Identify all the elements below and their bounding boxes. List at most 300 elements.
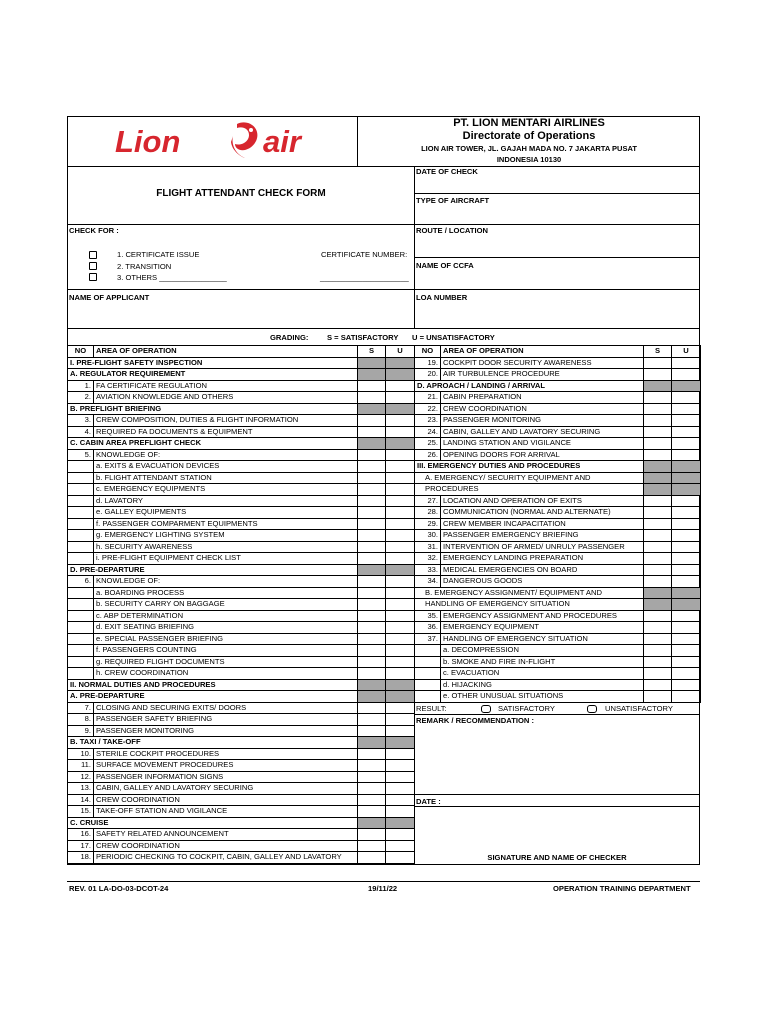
result-satisfactory: SATISFACTORY: [498, 704, 555, 713]
unsatisfactory-cell[interactable]: [672, 622, 701, 634]
satisfactory-cell[interactable]: [358, 702, 386, 714]
unsatisfactory-cell[interactable]: [672, 679, 701, 691]
unsatisfactory-cell[interactable]: [386, 472, 415, 484]
footer-date: 19/11/22: [368, 884, 398, 893]
satisfactory-checkbox[interactable]: [481, 705, 491, 713]
unsatisfactory-cell[interactable]: [386, 449, 415, 461]
footer-revision: REV. 01 LA-DO-03-DCOT-24: [69, 884, 169, 893]
table-row: [415, 518, 701, 530]
row-number: 26.: [415, 449, 441, 461]
row-area: A. REGULATOR REQUIREMENT: [68, 369, 358, 381]
row-area: g. EMERGENCY LIGHTING SYSTEM: [94, 530, 358, 542]
table-row: [415, 530, 701, 542]
unsatisfactory-cell[interactable]: [386, 461, 415, 473]
row-area: DANGEROUS GOODS: [441, 576, 644, 588]
row-number: [68, 668, 94, 680]
row-number: 13.: [68, 783, 94, 795]
unsatisfactory-cell[interactable]: [672, 553, 701, 565]
remark-label: REMARK / RECOMMENDATION :: [416, 716, 534, 725]
table-row: [415, 484, 701, 496]
unsatisfactory-cell[interactable]: [672, 495, 701, 507]
row-area: EMERGENCY LANDING PREPARATION: [441, 553, 644, 565]
row-area: OPENING DOORS FOR ARRIVAL: [441, 449, 644, 461]
unsatisfactory-cell[interactable]: [386, 553, 415, 565]
satisfactory-cell[interactable]: [358, 725, 386, 737]
unsatisfactory-cell[interactable]: [386, 622, 415, 634]
col-s-header: S: [358, 346, 386, 358]
table-row: [415, 679, 701, 691]
row-number: 27.: [415, 495, 441, 507]
row-number: 28.: [415, 507, 441, 519]
unsatisfactory-cell[interactable]: [672, 633, 701, 645]
unsatisfactory-cell: [386, 438, 415, 450]
satisfactory-cell[interactable]: [358, 461, 386, 473]
satisfactory-cell: [358, 679, 386, 691]
row-area: g. REQUIRED FLIGHT DOCUMENTS: [94, 656, 358, 668]
table-row: [68, 564, 415, 576]
table-row: [68, 392, 415, 404]
table-row: [415, 564, 701, 576]
svg-text:Lion: Lion: [115, 124, 181, 159]
satisfactory-cell[interactable]: [358, 714, 386, 726]
satisfactory-cell[interactable]: [358, 507, 386, 519]
table-row: [68, 633, 415, 645]
table-row: [68, 725, 415, 737]
unsatisfactory-cell[interactable]: [386, 484, 415, 496]
row-number: [68, 656, 94, 668]
col-area-header: AREA OF OPERATION: [441, 346, 644, 358]
row-number: 8.: [68, 714, 94, 726]
table-row: [68, 771, 415, 783]
satisfactory-cell[interactable]: [358, 748, 386, 760]
unsatisfactory-cell[interactable]: [386, 771, 415, 783]
row-number: 37.: [415, 633, 441, 645]
satisfactory-cell[interactable]: [358, 771, 386, 783]
unsatisfactory-cell[interactable]: [386, 507, 415, 519]
satisfactory-cell[interactable]: [644, 518, 672, 530]
satisfactory-cell[interactable]: [358, 553, 386, 565]
unsatisfactory-cell: [386, 737, 415, 749]
row-area: A. PRE-DEPARTURE: [68, 691, 358, 703]
row-area: A. EMERGENCY/ SECURITY EQUIPMENT AND: [415, 472, 644, 484]
unsatisfactory-cell[interactable]: [386, 530, 415, 542]
table-row: [415, 472, 701, 484]
row-area: C. CRUISE: [68, 817, 358, 829]
address-line-2: INDONESIA 10130: [496, 155, 562, 164]
satisfactory-cell: [644, 461, 672, 473]
row-area: f. PASSENGERS COUNTING: [94, 645, 358, 657]
satisfactory-cell[interactable]: [644, 564, 672, 576]
satisfactory-cell: [358, 438, 386, 450]
table-row: [415, 691, 701, 703]
table-row: [68, 380, 415, 392]
row-area: d. LAVATORY: [94, 495, 358, 507]
row-area: i. PRE-FLIGHT EQUIPMENT CHECK LIST: [94, 553, 358, 565]
unsatisfactory-cell: [672, 587, 701, 599]
satisfactory-cell[interactable]: [358, 576, 386, 588]
unsatisfactory-cell[interactable]: [672, 357, 701, 369]
unsatisfactory-cell[interactable]: [672, 507, 701, 519]
unsatisfactory-cell[interactable]: [672, 668, 701, 680]
table-row: [415, 541, 701, 553]
table-row: [415, 380, 701, 392]
satisfactory-cell[interactable]: [358, 783, 386, 795]
unsatisfactory-cell[interactable]: [386, 576, 415, 588]
row-area: e. GALLEY EQUIPMENTS: [94, 507, 358, 519]
unsatisfactory-cell[interactable]: [386, 645, 415, 657]
satisfactory-cell[interactable]: [358, 587, 386, 599]
svg-text:air: air: [263, 124, 301, 159]
unsatisfactory-cell[interactable]: [672, 530, 701, 542]
table-row: [68, 794, 415, 806]
satisfactory-cell[interactable]: [358, 610, 386, 622]
table-row: [68, 438, 415, 450]
unsatisfactory-cell[interactable]: [672, 564, 701, 576]
table-row: [68, 507, 415, 519]
unsatisfactory-cell[interactable]: [386, 541, 415, 553]
satisfactory-cell[interactable]: [358, 806, 386, 818]
row-area: e. OTHER UNUSUAL SITUATIONS: [441, 691, 644, 703]
satisfactory-cell[interactable]: [644, 668, 672, 680]
row-number: 35.: [415, 610, 441, 622]
satisfactory-cell: [644, 380, 672, 392]
row-area: KNOWLEDGE OF:: [94, 449, 358, 461]
satisfactory-cell[interactable]: [358, 794, 386, 806]
unsatisfactory-cell[interactable]: [386, 633, 415, 645]
row-area: STERILE COCKPIT PROCEDURES: [94, 748, 358, 760]
row-number: [68, 633, 94, 645]
row-number: 5.: [68, 449, 94, 461]
row-number: [68, 495, 94, 507]
col-area-header: AREA OF OPERATION: [94, 346, 358, 358]
table-row: [68, 817, 415, 829]
unsatisfactory-cell[interactable]: [386, 806, 415, 818]
table-row: [68, 783, 415, 795]
lion-air-logo-icon: [113, 116, 343, 168]
date-label: DATE :: [416, 797, 441, 806]
row-area: HANDLING OF EMERGENCY SITUATION: [441, 633, 644, 645]
unsatisfactory-cell[interactable]: [386, 748, 415, 760]
satisfactory-cell[interactable]: [358, 541, 386, 553]
row-number: 24.: [415, 426, 441, 438]
others-checkbox[interactable]: [89, 273, 97, 281]
satisfactory-cell[interactable]: [644, 392, 672, 404]
unsatisfactory-cell[interactable]: [386, 656, 415, 668]
row-number: [68, 587, 94, 599]
row-area: a. EXITS & EVACUATION DEVICES: [94, 461, 358, 473]
row-number: [68, 507, 94, 519]
satisfactory-cell[interactable]: [358, 518, 386, 530]
satisfactory-cell[interactable]: [358, 656, 386, 668]
satisfactory-cell[interactable]: [644, 576, 672, 588]
satisfactory-cell[interactable]: [644, 415, 672, 427]
satisfactory-cell[interactable]: [358, 760, 386, 772]
satisfactory-cell[interactable]: [644, 622, 672, 634]
table-row: [415, 438, 701, 450]
row-area: B. TAXI / TAKE-OFF: [68, 737, 358, 749]
satisfactory-cell[interactable]: [358, 484, 386, 496]
row-area: h. SECURITY AWARENESS: [94, 541, 358, 553]
unsatisfactory-cell[interactable]: [386, 495, 415, 507]
table-row: [68, 610, 415, 622]
row-area: INTERVENTION OF ARMED/ UNRULY PASSENGER: [441, 541, 644, 553]
table-row: [68, 518, 415, 530]
row-number: [415, 656, 441, 668]
table-row: [415, 553, 701, 565]
unsatisfactory-checkbox[interactable]: [587, 705, 597, 713]
table-row: [68, 714, 415, 726]
unsatisfactory-cell[interactable]: [386, 725, 415, 737]
table-row: [415, 426, 701, 438]
satisfactory-cell[interactable]: [358, 449, 386, 461]
table-row: [68, 645, 415, 657]
certificate-number-label: CERTIFICATE NUMBER:: [321, 250, 408, 259]
row-area: CREW COMPOSITION, DUTIES & FLIGHT INFORMATION: [94, 415, 358, 427]
row-number: [415, 668, 441, 680]
form-title: FLIGHT ATTENDANT CHECK FORM: [156, 188, 326, 199]
row-number: 36.: [415, 622, 441, 634]
unsatisfactory-cell[interactable]: [386, 714, 415, 726]
row-area: I. PRE-FLIGHT SAFETY INSPECTION: [68, 357, 358, 369]
unsatisfactory-cell[interactable]: [672, 403, 701, 415]
unsatisfactory-cell[interactable]: [386, 852, 415, 864]
unsatisfactory-cell[interactable]: [386, 380, 415, 392]
unsatisfactory-cell[interactable]: [386, 668, 415, 680]
unsatisfactory-cell[interactable]: [672, 576, 701, 588]
satisfactory-cell[interactable]: [644, 495, 672, 507]
satisfactory-cell[interactable]: [644, 530, 672, 542]
row-number: 30.: [415, 530, 441, 542]
unsatisfactory-cell[interactable]: [672, 438, 701, 450]
row-number: 7.: [68, 702, 94, 714]
satisfactory-cell[interactable]: [358, 668, 386, 680]
satisfactory-cell[interactable]: [358, 645, 386, 657]
row-number: 34.: [415, 576, 441, 588]
row-area: PASSENGER EMERGENCY BRIEFING: [441, 530, 644, 542]
unsatisfactory-cell[interactable]: [672, 645, 701, 657]
row-area: CABIN PREPARATION: [441, 392, 644, 404]
row-number: 20.: [415, 369, 441, 381]
satisfactory-cell[interactable]: [644, 357, 672, 369]
unsatisfactory-cell[interactable]: [386, 599, 415, 611]
option-others[interactable]: 3. OTHERS ________________: [117, 273, 227, 282]
result-block: [414, 702, 700, 865]
row-number: [68, 645, 94, 657]
row-number: [68, 484, 94, 496]
table-row: [68, 806, 415, 818]
certificate-number-field[interactable]: _____________________: [320, 273, 409, 282]
row-number: 4.: [68, 426, 94, 438]
row-area: CREW COORDINATION: [94, 840, 358, 852]
table-row: [68, 449, 415, 461]
table-row: [68, 852, 415, 864]
satisfactory-cell[interactable]: [644, 553, 672, 565]
check-for-label: CHECK FOR :: [69, 226, 119, 235]
table-row: [415, 668, 701, 680]
satisfactory-cell[interactable]: [644, 541, 672, 553]
unsatisfactory-cell: [672, 599, 701, 611]
satisfactory-cell[interactable]: [358, 633, 386, 645]
address-line-1: LION AIR TOWER, JL. GAJAH MADA NO. 7 JAKARTA PUSAT: [421, 144, 637, 153]
table-row: [68, 679, 415, 691]
table-row: [415, 507, 701, 519]
unsatisfactory-cell: [386, 679, 415, 691]
unsatisfactory-cell[interactable]: [672, 691, 701, 703]
satisfactory-cell: [358, 357, 386, 369]
unsatisfactory-cell[interactable]: [386, 426, 415, 438]
row-area: KNOWLEDGE OF:: [94, 576, 358, 588]
row-number: 1.: [68, 380, 94, 392]
satisfactory-cell[interactable]: [358, 852, 386, 864]
satisfactory-cell[interactable]: [358, 380, 386, 392]
table-row: [415, 645, 701, 657]
unsatisfactory-cell[interactable]: [386, 392, 415, 404]
table-row: [68, 748, 415, 760]
row-number: 16.: [68, 829, 94, 841]
satisfactory-cell[interactable]: [358, 840, 386, 852]
satisfactory-cell[interactable]: [644, 679, 672, 691]
satisfactory-cell[interactable]: [358, 599, 386, 611]
satisfactory-cell[interactable]: [358, 426, 386, 438]
unsatisfactory-cell: [672, 380, 701, 392]
satisfactory-cell[interactable]: [644, 633, 672, 645]
satisfactory-cell: [358, 691, 386, 703]
satisfactory-cell[interactable]: [358, 829, 386, 841]
table-row: [415, 403, 701, 415]
row-area: COCKPIT DOOR SECURITY AWARENESS: [441, 357, 644, 369]
satisfactory-cell[interactable]: [644, 645, 672, 657]
unsatisfactory-cell[interactable]: [386, 702, 415, 714]
satisfactory-cell[interactable]: [358, 472, 386, 484]
unsatisfactory-cell[interactable]: [386, 415, 415, 427]
col-s-header: S: [644, 346, 672, 358]
unsatisfactory-cell[interactable]: [386, 587, 415, 599]
table-row: [68, 737, 415, 749]
unsatisfactory-cell: [386, 403, 415, 415]
result-unsatisfactory: UNSATISFACTORY: [605, 704, 673, 713]
unsatisfactory-cell: [672, 472, 701, 484]
satisfactory-cell: [644, 599, 672, 611]
satisfactory-cell[interactable]: [358, 392, 386, 404]
satisfactory-cell[interactable]: [644, 426, 672, 438]
satisfactory-cell[interactable]: [358, 622, 386, 634]
row-area: CREW MEMBER INCAPACITATION: [441, 518, 644, 530]
satisfactory-cell: [644, 484, 672, 496]
unsatisfactory-cell[interactable]: [386, 829, 415, 841]
table-row: [68, 760, 415, 772]
satisfactory-cell[interactable]: [358, 530, 386, 542]
unsatisfactory-cell[interactable]: [386, 760, 415, 772]
satisfactory-cell[interactable]: [358, 415, 386, 427]
unsatisfactory-cell[interactable]: [386, 840, 415, 852]
type-of-aircraft-label: TYPE OF AIRCRAFT: [416, 196, 490, 205]
col-u-header: U: [672, 346, 701, 358]
row-area: REQUIRED FA DOCUMENTS & EQUIPMENT: [94, 426, 358, 438]
row-area: D. APROACH / LANDING / ARRIVAL: [415, 380, 644, 392]
satisfactory-cell[interactable]: [644, 691, 672, 703]
row-area: c. EMERGENCY EQUIPMENTS: [94, 484, 358, 496]
name-of-ccfa-label: NAME OF CCFA: [416, 261, 474, 270]
satisfactory-cell[interactable]: [644, 449, 672, 461]
satisfactory-cell[interactable]: [644, 438, 672, 450]
option-certificate-issue: 1. CERTIFICATE ISSUE: [117, 250, 200, 259]
unsatisfactory-cell[interactable]: [386, 518, 415, 530]
row-number: 11.: [68, 760, 94, 772]
certificate-issue-checkbox[interactable]: [89, 251, 97, 259]
route-location-label: ROUTE / LOCATION: [416, 226, 488, 235]
unsatisfactory-cell[interactable]: [386, 783, 415, 795]
row-area: LANDING STATION AND VIGILANCE: [441, 438, 644, 450]
unsatisfactory-cell[interactable]: [672, 610, 701, 622]
unsatisfactory-cell[interactable]: [386, 610, 415, 622]
row-number: 2.: [68, 392, 94, 404]
row-area: b. SMOKE AND FIRE IN-FLIGHT: [441, 656, 644, 668]
unsatisfactory-cell[interactable]: [672, 541, 701, 553]
row-number: [415, 679, 441, 691]
row-area: SURFACE MOVEMENT PROCEDURES: [94, 760, 358, 772]
unsatisfactory-cell: [386, 369, 415, 381]
table-row: [415, 392, 701, 404]
row-number: 6.: [68, 576, 94, 588]
unsatisfactory-cell[interactable]: [672, 415, 701, 427]
right-checklist-table: [414, 345, 701, 703]
unsatisfactory-cell: [672, 461, 701, 473]
transition-checkbox[interactable]: [89, 262, 97, 270]
row-area: FA CERTIFICATE REGULATION: [94, 380, 358, 392]
row-number: 33.: [415, 564, 441, 576]
satisfactory-cell[interactable]: [644, 369, 672, 381]
table-row: [68, 668, 415, 680]
unsatisfactory-cell[interactable]: [672, 449, 701, 461]
table-row: [415, 633, 701, 645]
row-area: C. CABIN AREA PREFLIGHT CHECK: [68, 438, 358, 450]
date-of-check-label: DATE OF CHECK: [416, 167, 478, 176]
col-u-header: U: [386, 346, 415, 358]
unsatisfactory-cell[interactable]: [672, 392, 701, 404]
satisfactory-cell[interactable]: [644, 403, 672, 415]
row-area: f. PASSENGER COMPARMENT EQUIPMENTS: [94, 518, 358, 530]
row-area: CREW COORDINATION: [441, 403, 644, 415]
table-row: [68, 541, 415, 553]
row-area: CLOSING AND SECURING EXITS/ DOORS: [94, 702, 358, 714]
satisfactory-cell[interactable]: [644, 610, 672, 622]
unsatisfactory-cell[interactable]: [386, 794, 415, 806]
unsatisfactory-cell[interactable]: [672, 518, 701, 530]
satisfactory-cell[interactable]: [644, 507, 672, 519]
table-row: [415, 599, 701, 611]
unsatisfactory-cell[interactable]: [672, 656, 701, 668]
name-of-applicant-label: NAME OF APPLICANT: [69, 293, 150, 302]
satisfactory-cell[interactable]: [358, 495, 386, 507]
table-row: [68, 426, 415, 438]
table-row: [68, 576, 415, 588]
table-row: [68, 553, 415, 565]
table-row: [68, 357, 415, 369]
grading-label: GRADING:: [270, 333, 309, 342]
unsatisfactory-cell[interactable]: [672, 369, 701, 381]
company-name: PT. LION MENTARI AIRLINES: [453, 117, 605, 129]
unsatisfactory-cell[interactable]: [672, 426, 701, 438]
row-area: MEDICAL EMERGENCIES ON BOARD: [441, 564, 644, 576]
satisfactory-cell[interactable]: [644, 656, 672, 668]
row-number: 22.: [415, 403, 441, 415]
table-row: [415, 357, 701, 369]
table-row: [68, 656, 415, 668]
row-number: [68, 553, 94, 565]
unsatisfactory-cell: [386, 564, 415, 576]
row-area: h. CREW COORDINATION: [94, 668, 358, 680]
unsatisfactory-cell: [672, 484, 701, 496]
